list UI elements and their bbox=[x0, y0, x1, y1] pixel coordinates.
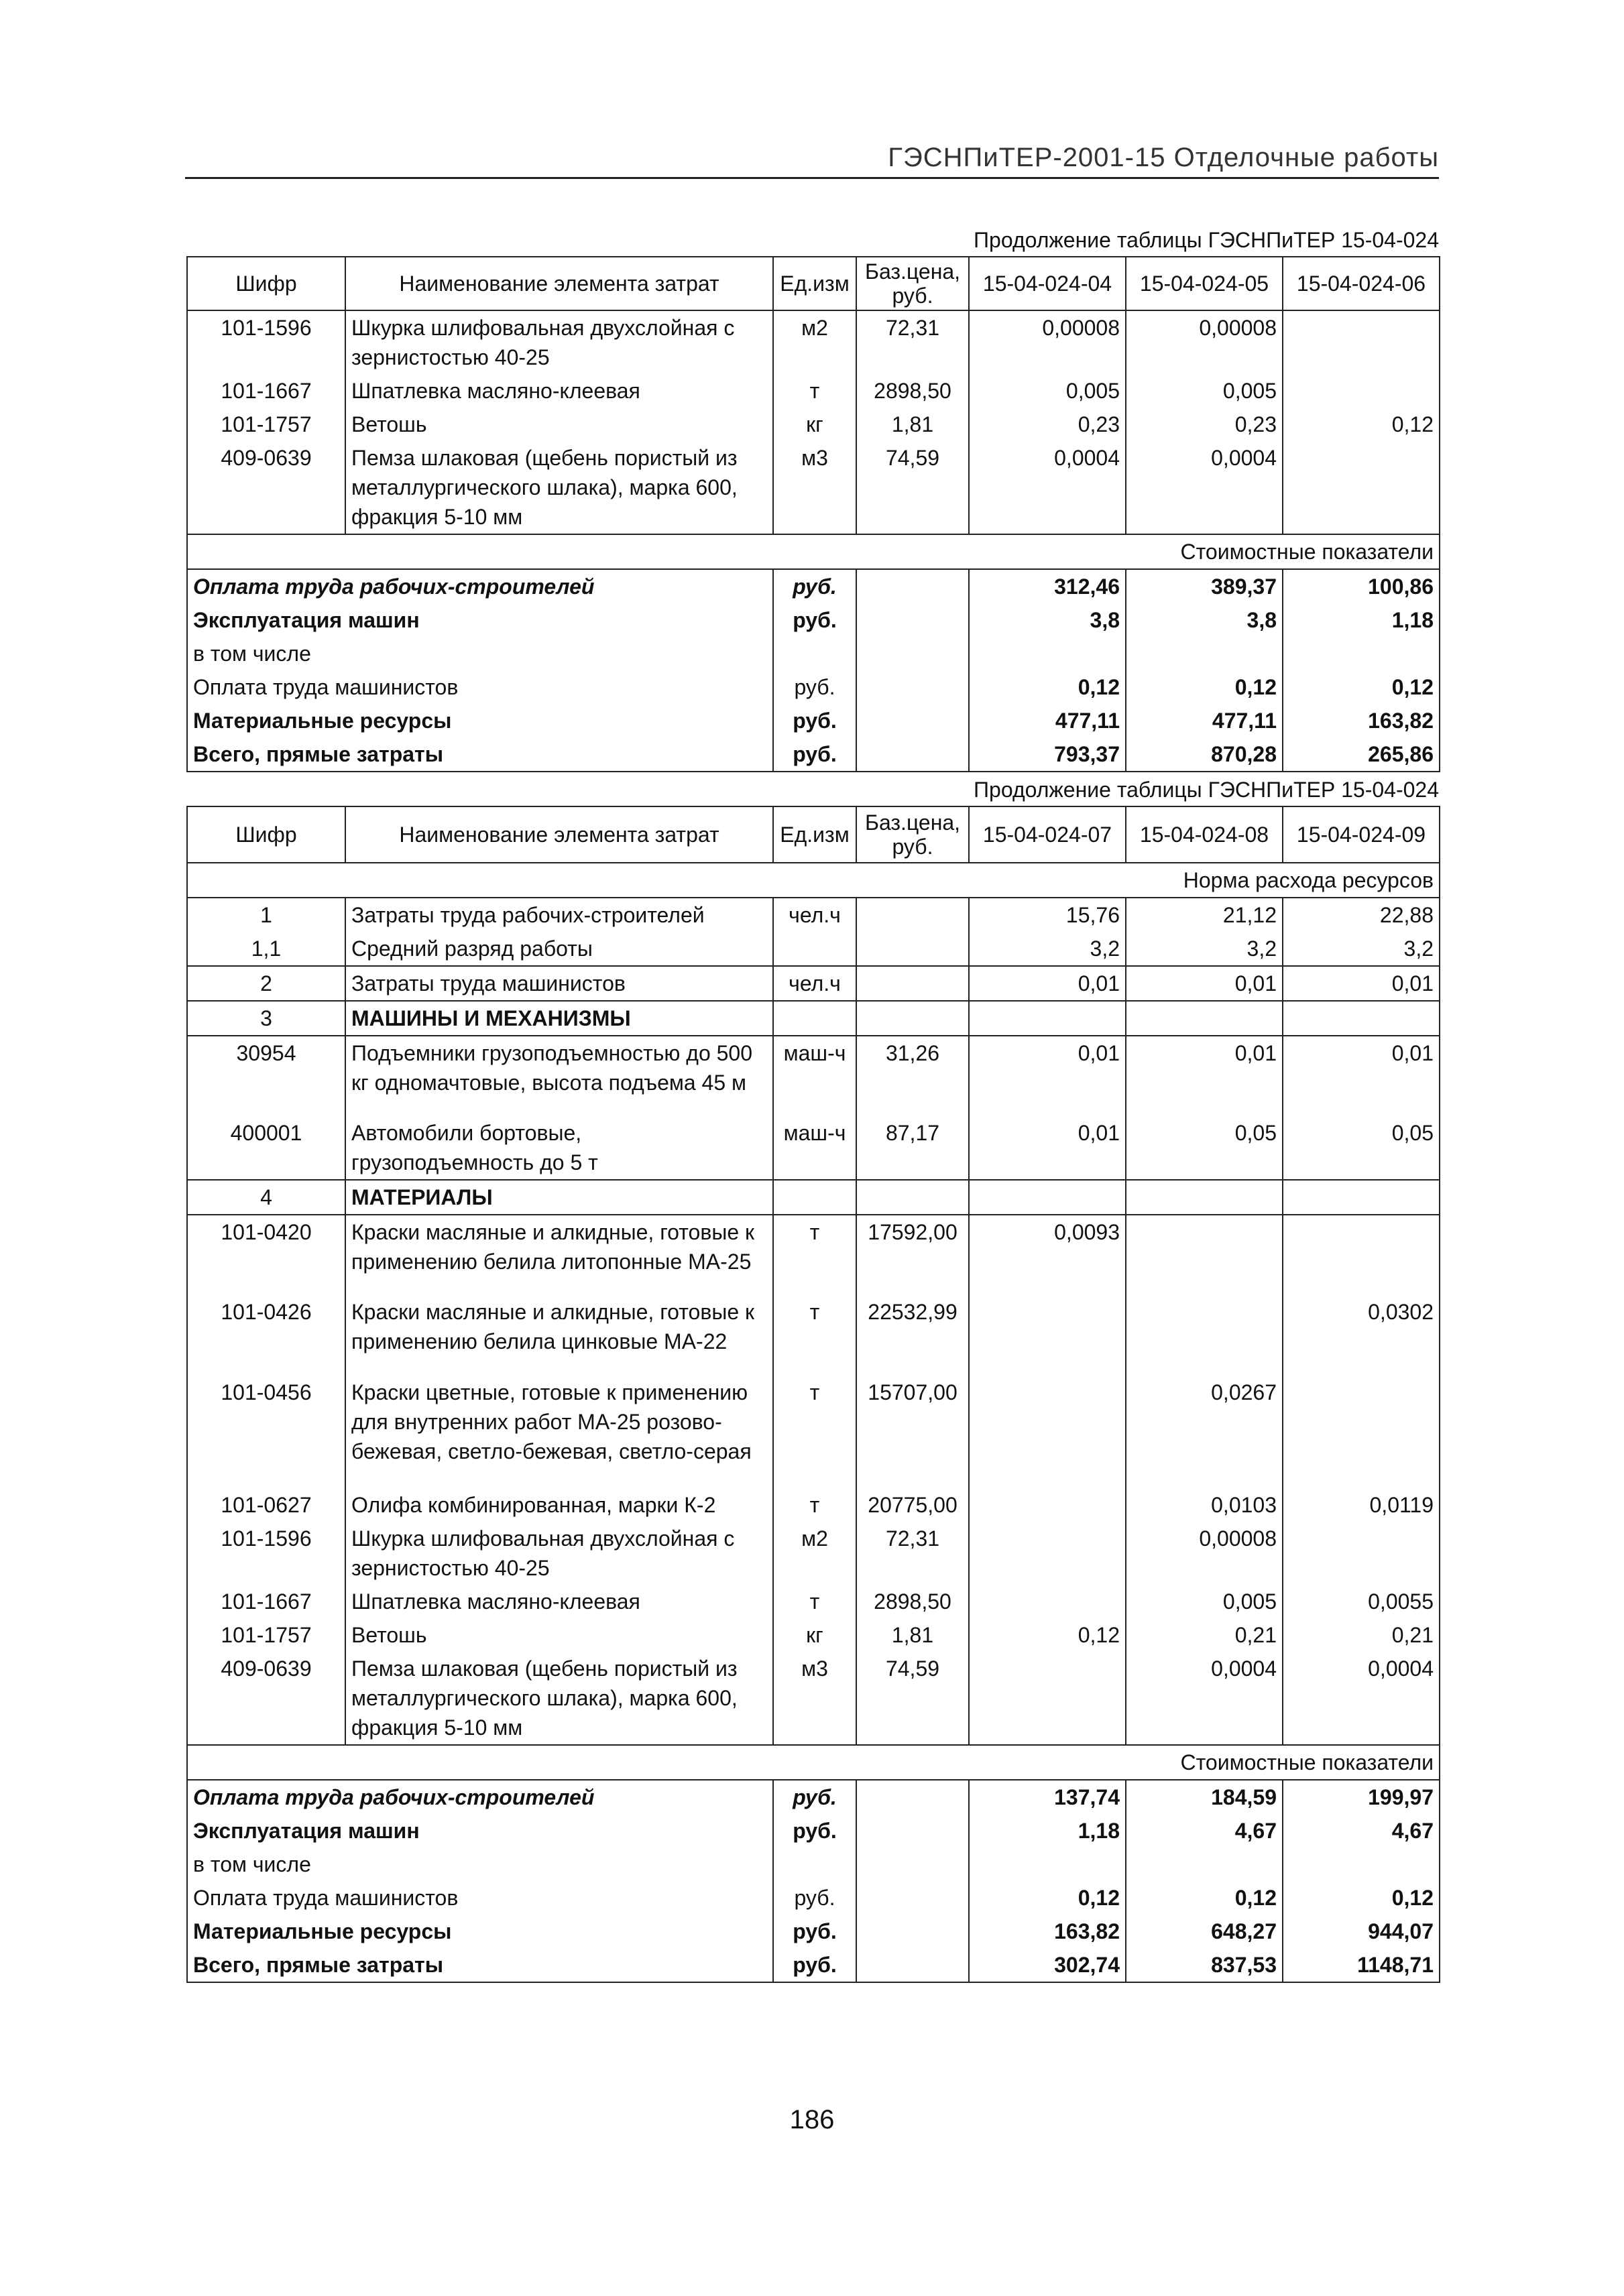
cost-value-2 bbox=[1126, 1848, 1283, 1881]
row-value-1 bbox=[969, 1488, 1126, 1522]
row-price: 74,59 bbox=[856, 1652, 969, 1745]
row-code: 2 bbox=[187, 966, 345, 1001]
row-value-3: 0,21 bbox=[1283, 1618, 1440, 1652]
cost-row bbox=[187, 1780, 1440, 1814]
cost-value-2: 3,8 bbox=[1126, 603, 1283, 637]
cost-value-3: 199,97 bbox=[1283, 1780, 1440, 1814]
row-value-1: 0,01 bbox=[969, 1116, 1126, 1180]
cost-row bbox=[187, 1848, 1440, 1881]
table-header-row bbox=[187, 257, 1440, 310]
cost-unit: руб. bbox=[773, 1915, 856, 1948]
section-resource-norms bbox=[187, 863, 1440, 898]
row-value-2 bbox=[1126, 1180, 1283, 1215]
cost-label: Оплата труда машинистов bbox=[187, 1881, 773, 1915]
row-value-2: 0,01 bbox=[1126, 966, 1283, 1001]
resource-table-2 bbox=[186, 806, 1440, 1983]
row-value-2: 0,0004 bbox=[1126, 1652, 1283, 1745]
row-unit bbox=[773, 1001, 856, 1036]
col-header-c1: 15-04-024-04 bbox=[969, 257, 1126, 310]
cost-value-3: 163,82 bbox=[1283, 704, 1440, 737]
row-price: 1,81 bbox=[856, 408, 969, 441]
row-code: 400001 bbox=[187, 1116, 345, 1180]
cost-price bbox=[856, 1814, 969, 1848]
row-price: 15707,00 bbox=[856, 1376, 969, 1488]
cost-unit: руб. bbox=[773, 704, 856, 737]
table-row bbox=[187, 374, 1440, 408]
cost-value-3 bbox=[1283, 637, 1440, 670]
cost-unit: руб. bbox=[773, 670, 856, 704]
cost-label: Материальные ресурсы bbox=[187, 1915, 773, 1948]
row-value-3 bbox=[1283, 374, 1440, 408]
cost-value-3: 4,67 bbox=[1283, 1814, 1440, 1848]
row-unit: м3 bbox=[801, 1656, 828, 1681]
row-value-1 bbox=[969, 1585, 1126, 1618]
row-value-1 bbox=[969, 1180, 1126, 1215]
row-value-3: 0,0055 bbox=[1283, 1585, 1440, 1618]
cost-unit: руб. bbox=[773, 1948, 856, 1982]
cost-value-1: 793,37 bbox=[969, 737, 1126, 772]
row-value-1: 0,01 bbox=[969, 1036, 1126, 1116]
cost-value-3 bbox=[1283, 1848, 1440, 1881]
row-value-3: 0,01 bbox=[1283, 966, 1440, 1001]
row-value-1 bbox=[969, 1652, 1126, 1745]
row-unit: кг bbox=[806, 412, 823, 436]
col-header-code: Шифр bbox=[187, 257, 345, 310]
row-value-3 bbox=[1283, 1522, 1440, 1585]
cost-value-2: 389,37 bbox=[1126, 569, 1283, 603]
row-name: Краски масляные и алкидные, готовые к применению белила цинковые МА-22 bbox=[345, 1295, 773, 1376]
row-name: МАШИНЫ И МЕХАНИЗМЫ bbox=[345, 1001, 773, 1036]
row-name: МАТЕРИАЛЫ bbox=[345, 1180, 773, 1215]
row-code: 409-0639 bbox=[187, 1652, 345, 1745]
cost-price bbox=[856, 737, 969, 772]
cost-label: в том числе bbox=[187, 637, 773, 670]
cost-value-1: 477,11 bbox=[969, 704, 1126, 737]
table-row bbox=[187, 408, 1440, 441]
cost-value-1: 163,82 bbox=[969, 1915, 1126, 1948]
cost-label: Оплата труда машинистов bbox=[187, 670, 773, 704]
row-unit: чел.ч bbox=[773, 966, 856, 1001]
row-unit: кг bbox=[806, 1623, 823, 1647]
cost-value-2: 648,27 bbox=[1126, 1915, 1283, 1948]
table-row bbox=[187, 1116, 1440, 1180]
row-unit: т bbox=[809, 1493, 820, 1517]
cost-value-2: 4,67 bbox=[1126, 1814, 1283, 1848]
section-cost-indicators bbox=[187, 534, 1440, 569]
row-price: 31,26 bbox=[856, 1036, 969, 1116]
cost-price bbox=[856, 1848, 969, 1881]
cost-value-1: 0,12 bbox=[969, 1881, 1126, 1915]
row-price: 74,59 bbox=[856, 441, 969, 534]
row-unit: маш-ч bbox=[783, 1121, 846, 1145]
row-code: 4 bbox=[187, 1180, 345, 1215]
row-name: Шкурка шлифовальная двухслойная с зернистостью 40-25 bbox=[345, 310, 773, 374]
row-price bbox=[856, 966, 969, 1001]
row-value-1 bbox=[969, 1522, 1126, 1585]
row-value-3 bbox=[1283, 441, 1440, 534]
table2-continuation: Продолжение таблицы ГЭСНПиТЕР 15-04-024 bbox=[974, 778, 1439, 802]
row-value-1: 0,01 bbox=[969, 966, 1126, 1001]
cost-value-3: 265,86 bbox=[1283, 737, 1440, 772]
table-row bbox=[187, 1036, 1440, 1116]
row-value-2 bbox=[1126, 1295, 1283, 1376]
row-unit: м2 bbox=[801, 1526, 828, 1551]
row-code: 1,1 bbox=[187, 932, 345, 966]
row-value-1: 0,0004 bbox=[969, 441, 1126, 534]
row-code: 409-0639 bbox=[187, 441, 345, 534]
row-code: 101-1596 bbox=[187, 310, 345, 374]
row-code: 101-1596 bbox=[187, 1522, 345, 1585]
cost-value-3: 1148,71 bbox=[1283, 1948, 1440, 1982]
row-name: Средний разряд работы bbox=[345, 932, 773, 966]
table-row bbox=[187, 1295, 1440, 1376]
cost-price bbox=[856, 637, 969, 670]
row-value-1: 0,00008 bbox=[969, 310, 1126, 374]
cost-price bbox=[856, 670, 969, 704]
table-row bbox=[187, 1652, 1440, 1745]
cost-price bbox=[856, 1881, 969, 1915]
row-value-1 bbox=[969, 1295, 1126, 1376]
cost-value-1 bbox=[969, 637, 1126, 670]
table-row bbox=[187, 1522, 1440, 1585]
cost-unit bbox=[773, 1848, 856, 1881]
row-value-2: 0,0004 bbox=[1126, 441, 1283, 534]
row-price bbox=[856, 1180, 969, 1215]
row-price: 2898,50 bbox=[856, 374, 969, 408]
row-unit: т bbox=[809, 379, 820, 403]
row-name: Шкурка шлифовальная двухслойная с зернистостью 40-25 bbox=[345, 1522, 773, 1585]
col-header-unit: Ед.изм bbox=[773, 806, 856, 863]
row-value-1: 3,2 bbox=[969, 932, 1126, 966]
row-code: 1 bbox=[187, 898, 345, 932]
cost-value-3: 944,07 bbox=[1283, 1915, 1440, 1948]
row-name: Пемза шлаковая (щебень пористый из металлургического шлака), марка 600, фракция 5-10 мм bbox=[345, 1652, 773, 1745]
cost-value-2: 184,59 bbox=[1126, 1780, 1283, 1814]
col-header-c1: 15-04-024-07 bbox=[969, 806, 1126, 863]
section-label: Стоимостные показатели bbox=[187, 534, 1440, 569]
row-code: 101-1667 bbox=[187, 374, 345, 408]
cost-row bbox=[187, 637, 1440, 670]
cost-value-1 bbox=[969, 1848, 1126, 1881]
table-row bbox=[187, 1376, 1440, 1488]
cost-value-1: 137,74 bbox=[969, 1780, 1126, 1814]
row-value-2: 0,05 bbox=[1126, 1116, 1283, 1180]
cost-label: Оплата труда рабочих-строителей bbox=[187, 1780, 773, 1814]
cost-row bbox=[187, 670, 1440, 704]
row-value-1: 0,005 bbox=[969, 374, 1126, 408]
table-row bbox=[187, 898, 1440, 932]
cost-unit: руб. bbox=[773, 569, 856, 603]
cost-row bbox=[187, 704, 1440, 737]
cost-unit bbox=[773, 637, 856, 670]
row-value-2: 0,00008 bbox=[1126, 1522, 1283, 1585]
cost-value-2: 870,28 bbox=[1126, 737, 1283, 772]
row-value-1: 0,0093 bbox=[969, 1215, 1126, 1295]
row-code: 101-1667 bbox=[187, 1585, 345, 1618]
row-value-1 bbox=[969, 1376, 1126, 1488]
cost-value-2: 477,11 bbox=[1126, 704, 1283, 737]
row-price bbox=[856, 932, 969, 966]
row-price: 72,31 bbox=[856, 310, 969, 374]
row-name: Краски цветные, готовые к применению для внутренних работ МА-25 розово-бежевая, светло-бежевая, светло-серая bbox=[345, 1376, 773, 1488]
cost-value-2: 0,12 bbox=[1126, 670, 1283, 704]
row-code: 101-1757 bbox=[187, 1618, 345, 1652]
table-row bbox=[187, 1001, 1440, 1036]
col-header-c3: 15-04-024-09 bbox=[1283, 806, 1440, 863]
table1-continuation: Продолжение таблицы ГЭСНПиТЕР 15-04-024 bbox=[974, 228, 1439, 252]
row-value-3: 0,05 bbox=[1283, 1116, 1440, 1180]
cost-value-2: 0,12 bbox=[1126, 1881, 1283, 1915]
section-label: Стоимостные показатели bbox=[187, 1745, 1440, 1780]
row-unit bbox=[773, 1180, 856, 1215]
row-unit: т bbox=[809, 1300, 820, 1324]
table-row bbox=[187, 310, 1440, 374]
table-row bbox=[187, 966, 1440, 1001]
cost-price bbox=[856, 603, 969, 637]
cost-value-3: 1,18 bbox=[1283, 603, 1440, 637]
row-code: 30954 bbox=[187, 1036, 345, 1116]
row-unit bbox=[773, 932, 856, 966]
cost-row bbox=[187, 1948, 1440, 1982]
cost-value-2 bbox=[1126, 637, 1283, 670]
table-row bbox=[187, 1488, 1440, 1522]
row-unit: м2 bbox=[801, 316, 828, 340]
row-unit: чел.ч bbox=[789, 903, 841, 927]
cost-value-1: 1,18 bbox=[969, 1814, 1126, 1848]
row-name: Краски масляные и алкидные, готовые к применению белила литопонные МА-25 bbox=[345, 1215, 773, 1295]
row-price: 22532,99 bbox=[856, 1295, 969, 1376]
row-value-3: 0,01 bbox=[1283, 1036, 1440, 1116]
row-value-1 bbox=[969, 1001, 1126, 1036]
row-name: Пемза шлаковая (щебень пористый из металлургического шлака), марка 600, фракция 5-10 мм bbox=[345, 441, 773, 534]
cost-value-1: 302,74 bbox=[969, 1948, 1126, 1982]
row-code: 101-0456 bbox=[187, 1376, 345, 1488]
row-value-2: 3,2 bbox=[1126, 932, 1283, 966]
cost-value-1: 3,8 bbox=[969, 603, 1126, 637]
cost-label: Оплата труда рабочих-строителей bbox=[187, 569, 773, 603]
cost-unit: руб. bbox=[773, 737, 856, 772]
row-value-2: 0,01 bbox=[1126, 1036, 1283, 1116]
col-header-code: Шифр bbox=[187, 806, 345, 863]
row-value-2: 0,005 bbox=[1126, 374, 1283, 408]
col-header-price: Баз.цена, руб. bbox=[856, 806, 969, 863]
row-name: Автомобили бортовые, грузоподъемность до 5 т bbox=[345, 1116, 773, 1180]
row-price: 72,31 bbox=[856, 1522, 969, 1585]
row-value-2: 0,21 bbox=[1126, 1618, 1283, 1652]
cost-row bbox=[187, 1814, 1440, 1848]
row-value-3 bbox=[1283, 310, 1440, 374]
col-header-unit: Ед.изм bbox=[773, 257, 856, 310]
row-value-3 bbox=[1283, 1376, 1440, 1488]
cost-price bbox=[856, 569, 969, 603]
row-code: 101-0627 bbox=[187, 1488, 345, 1522]
cost-value-1: 0,12 bbox=[969, 670, 1126, 704]
row-name: Ветошь bbox=[345, 408, 773, 441]
cost-unit: руб. bbox=[773, 1780, 856, 1814]
row-code: 3 bbox=[187, 1001, 345, 1036]
row-value-2: 0,005 bbox=[1126, 1585, 1283, 1618]
row-value-3 bbox=[1283, 1180, 1440, 1215]
row-price: 87,17 bbox=[856, 1116, 969, 1180]
row-code: 101-0426 bbox=[187, 1295, 345, 1376]
row-value-3 bbox=[1283, 1001, 1440, 1036]
cost-row bbox=[187, 1881, 1440, 1915]
row-value-1: 0,12 bbox=[969, 1618, 1126, 1652]
cost-row bbox=[187, 569, 1440, 603]
row-value-3: 0,0119 bbox=[1283, 1488, 1440, 1522]
row-value-3: 0,0004 bbox=[1283, 1652, 1440, 1745]
col-header-name: Наименование элемента затрат bbox=[345, 257, 773, 310]
cost-unit: руб. bbox=[773, 603, 856, 637]
row-value-2: 0,23 bbox=[1126, 408, 1283, 441]
table-row bbox=[187, 1618, 1440, 1652]
col-header-c2: 15-04-024-08 bbox=[1126, 806, 1283, 863]
row-value-2 bbox=[1126, 1001, 1283, 1036]
document-title: ГЭСНПиТЕР-2001-15 Отделочные работы bbox=[888, 143, 1439, 172]
col-header-c3: 15-04-024-06 bbox=[1283, 257, 1440, 310]
col-header-c2: 15-04-024-05 bbox=[1126, 257, 1283, 310]
row-value-3: 0,12 bbox=[1283, 408, 1440, 441]
row-value-2: 0,0103 bbox=[1126, 1488, 1283, 1522]
table-row bbox=[187, 932, 1440, 966]
cost-label: Материальные ресурсы bbox=[187, 704, 773, 737]
row-code: 101-0420 bbox=[187, 1215, 345, 1295]
row-unit: т bbox=[809, 1380, 820, 1404]
col-header-price: Баз.цена, руб. bbox=[856, 257, 969, 310]
page-number: 186 bbox=[789, 2105, 835, 2134]
row-unit: т bbox=[809, 1220, 820, 1244]
cost-unit: руб. bbox=[773, 1814, 856, 1848]
row-value-1: 0,23 bbox=[969, 408, 1126, 441]
cost-row bbox=[187, 603, 1440, 637]
row-value-3: 22,88 bbox=[1283, 898, 1440, 932]
row-name: Затраты труда рабочих-строителей bbox=[345, 898, 773, 932]
cost-label: Эксплуатация машин bbox=[187, 603, 773, 637]
page-header bbox=[185, 134, 1439, 179]
row-unit: м3 bbox=[801, 446, 828, 470]
table-header-row bbox=[187, 806, 1440, 863]
row-value-2: 21,12 bbox=[1126, 898, 1283, 932]
row-price: 17592,00 bbox=[856, 1215, 969, 1295]
cost-row bbox=[187, 1915, 1440, 1948]
section-cost-indicators bbox=[187, 1745, 1440, 1780]
section-label: Норма расхода ресурсов bbox=[187, 863, 1440, 898]
cost-value-2: 837,53 bbox=[1126, 1948, 1283, 1982]
table-row bbox=[187, 1215, 1440, 1295]
row-value-2 bbox=[1126, 1215, 1283, 1295]
cost-unit: руб. bbox=[773, 1881, 856, 1915]
row-value-3 bbox=[1283, 1215, 1440, 1295]
cost-value-3: 0,12 bbox=[1283, 1881, 1440, 1915]
row-value-1: 15,76 bbox=[969, 898, 1126, 932]
row-unit: маш-ч bbox=[783, 1041, 846, 1065]
row-value-2: 0,00008 bbox=[1126, 310, 1283, 374]
row-value-3: 3,2 bbox=[1283, 932, 1440, 966]
cost-price bbox=[856, 704, 969, 737]
cost-label: Всего, прямые затраты bbox=[187, 1948, 773, 1982]
cost-price bbox=[856, 1915, 969, 1948]
row-name: Ветошь bbox=[345, 1618, 773, 1652]
row-name: Шпатлевка масляно-клеевая bbox=[345, 374, 773, 408]
resource-table-1 bbox=[186, 256, 1440, 772]
table-row bbox=[187, 1585, 1440, 1618]
row-price: 20775,00 bbox=[856, 1488, 969, 1522]
cost-row bbox=[187, 737, 1440, 772]
cost-value-3: 0,12 bbox=[1283, 670, 1440, 704]
row-value-3: 0,0302 bbox=[1283, 1295, 1440, 1376]
row-name: Шпатлевка масляно-клеевая bbox=[345, 1585, 773, 1618]
row-price: 1,81 bbox=[856, 1618, 969, 1652]
cost-label: Эксплуатация машин bbox=[187, 1814, 773, 1848]
table-row bbox=[187, 441, 1440, 534]
row-name: Затраты труда машинистов bbox=[345, 966, 773, 1001]
row-value-2: 0,0267 bbox=[1126, 1376, 1283, 1488]
row-price bbox=[856, 898, 969, 932]
row-code: 101-1757 bbox=[187, 408, 345, 441]
cost-price bbox=[856, 1948, 969, 1982]
cost-value-1: 312,46 bbox=[969, 569, 1126, 603]
col-header-name: Наименование элемента затрат bbox=[345, 806, 773, 863]
cost-price bbox=[856, 1780, 969, 1814]
table-row bbox=[187, 1180, 1440, 1215]
row-price bbox=[856, 1001, 969, 1036]
cost-label: Всего, прямые затраты bbox=[187, 737, 773, 772]
row-unit: т bbox=[809, 1589, 820, 1614]
row-name: Подъемники грузоподъемностью до 500 кг одномачтовые, высота подъема 45 м bbox=[345, 1036, 773, 1116]
row-name: Олифа комбинированная, марки К-2 bbox=[345, 1488, 773, 1522]
cost-value-3: 100,86 bbox=[1283, 569, 1440, 603]
row-price: 2898,50 bbox=[856, 1585, 969, 1618]
cost-label: в том числе bbox=[187, 1848, 773, 1881]
